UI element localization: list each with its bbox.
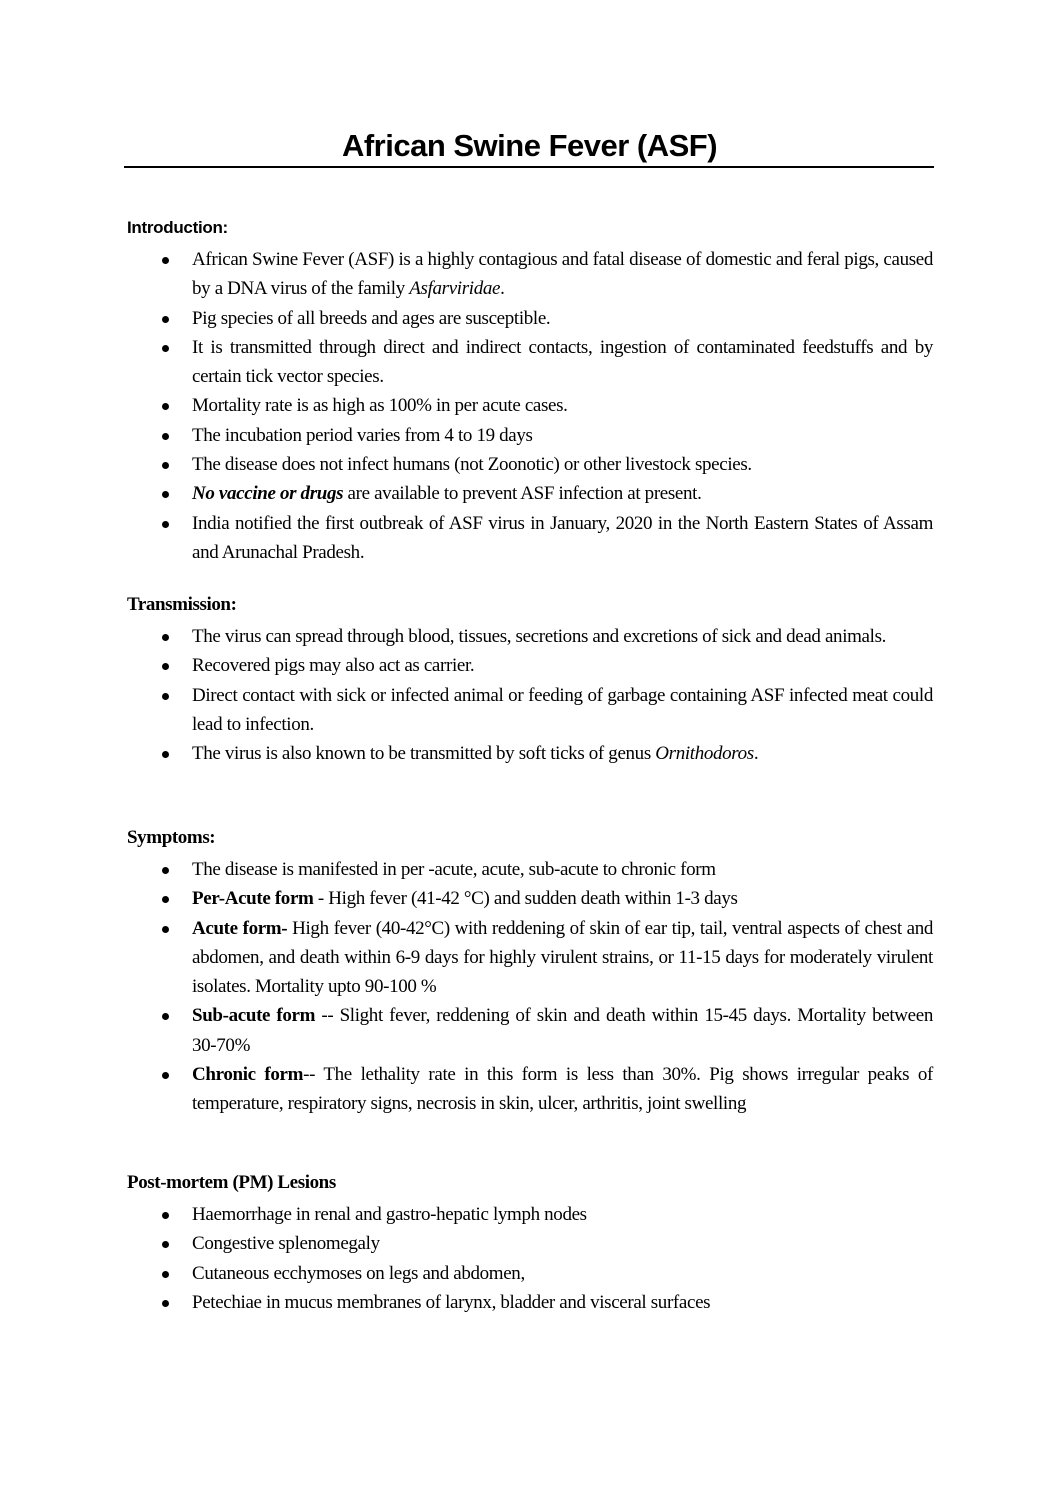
list-item: Congestive splenomegaly (127, 1229, 933, 1258)
section-transmission (127, 593, 937, 768)
list-item: The virus can spread through blood, tissues, secretions and excretions of sick and dead animals. (127, 622, 933, 651)
bullet-list (127, 855, 937, 1119)
bullet-icon (162, 1241, 169, 1248)
list-item: Cutaneous ecchymoses on legs and abdomen, (127, 1259, 933, 1288)
list-item: It is transmitted through direct and indirect contacts, ingestion of contaminated feedstuffs and by certain tick vector species. (127, 333, 933, 392)
list-item: The incubation period varies from 4 to 19 days (127, 421, 933, 450)
list-item: The disease is manifested in per -acute, acute, sub-acute to chronic form (127, 855, 933, 884)
bullet-icon (162, 462, 169, 469)
list-item: Per-Acute form - High fever (41-42 °C) and sudden death within 1-3 days (127, 884, 933, 913)
list-item: The virus is also known to be transmitted by soft ticks of genus Ornithodoros. (127, 739, 933, 768)
section-symptoms (127, 826, 937, 1119)
list-item: The disease does not infect humans (not Zoonotic) or other livestock species. (127, 450, 933, 479)
bullet-icon (162, 345, 169, 352)
section-heading: Post-mortem (PM) Lesions (127, 1172, 336, 1193)
bullet-icon (162, 433, 169, 440)
list-item: Recovered pigs may also act as carrier. (127, 651, 933, 680)
title-underline-divider (124, 166, 934, 168)
list-item: No vaccine or drugs are available to prevent ASF infection at present. (127, 479, 933, 508)
bullet-icon (162, 257, 169, 264)
bullet-icon (162, 867, 169, 874)
list-item: Direct contact with sick or infected animal or feeding of garbage containing ASF infected meat could lead to infection. (127, 681, 933, 740)
bullet-icon (162, 751, 169, 758)
bullet-icon (162, 1072, 169, 1079)
bullet-icon (162, 1271, 169, 1278)
bullet-icon (162, 693, 169, 700)
bullet-list (127, 622, 937, 768)
bullet-icon (162, 1013, 169, 1020)
list-item: Mortality rate is as high as 100% in per acute cases. (127, 391, 933, 420)
section-introduction (127, 216, 937, 567)
list-item: Pig species of all breeds and ages are susceptible. (127, 304, 933, 333)
bullet-list (127, 245, 937, 567)
bullet-icon (162, 1212, 169, 1219)
section-heading: Symptoms: (127, 827, 216, 848)
list-item: India notified the first outbreak of ASF virus in January, 2020 in the North Eastern States of Assam and Arunachal Pradesh. (127, 509, 933, 568)
list-item: Haemorrhage in renal and gastro-hepatic lymph nodes (127, 1200, 933, 1229)
list-item: African Swine Fever (ASF) is a highly contagious and fatal disease of domestic and feral pigs, caused by a DNA virus of the family Asfarviridae. (127, 245, 933, 304)
bullet-icon (162, 634, 169, 641)
bullet-icon (162, 491, 169, 498)
section-heading: Transmission: (127, 594, 237, 615)
bullet-icon (162, 926, 169, 933)
section-post-mortem-lesions (127, 1171, 937, 1317)
bullet-icon (162, 663, 169, 670)
bullet-list (127, 1200, 937, 1317)
section-heading: Introduction: (127, 218, 228, 237)
bullet-icon (162, 896, 169, 903)
list-item: Acute form- High fever (40-42°C) with reddening of skin of ear tip, tail, ventral aspects of chest and abdomen, and death within 6-9 days for highly virulent strains, or 11-15 days for moderately virulent isolates. Mortality upto 90-100 % (127, 914, 933, 1002)
bullet-icon (162, 403, 169, 410)
bullet-icon (162, 316, 169, 323)
page-title: African Swine Fever (ASF) (341, 128, 718, 163)
list-item: Sub-acute form -- Slight fever, reddening of skin and death within 15-45 days. Mortality between 30-70% (127, 1001, 933, 1060)
bullet-icon (162, 521, 169, 528)
list-item: Chronic form-- The lethality rate in this form is less than 30%. Pig shows irregular peaks of temperature, respiratory signs, necrosis in skin, ulcer, arthritis, joint swelling (127, 1060, 933, 1119)
bullet-icon (162, 1300, 169, 1307)
list-item: Petechiae in mucus membranes of larynx, bladder and visceral surfaces (127, 1288, 933, 1317)
